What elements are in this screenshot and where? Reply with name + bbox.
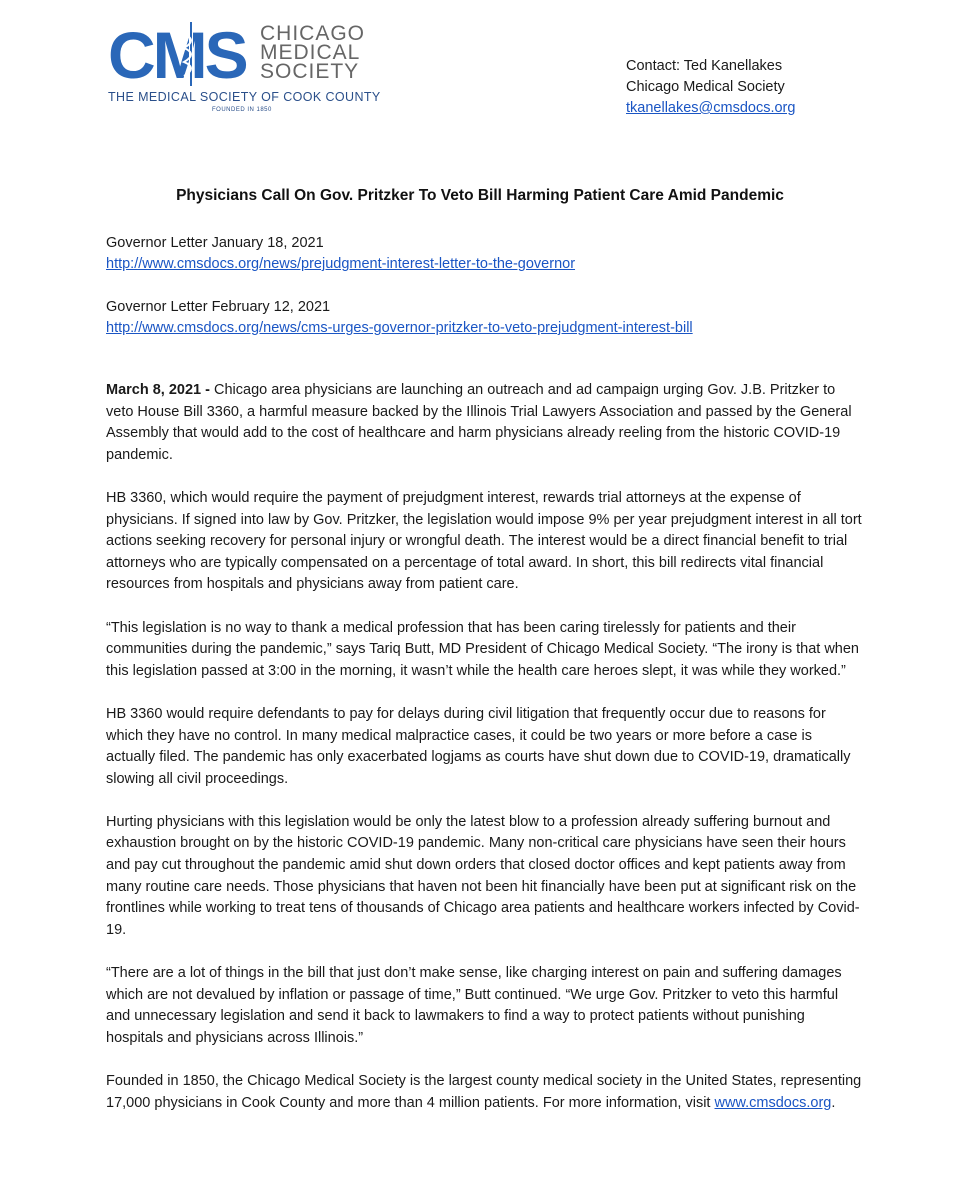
letter-link[interactable]: http://www.cmsdocs.org/news/prejudgment-interest-letter-to-the-governor [106,256,576,272]
letter-link[interactable]: http://www.cmsdocs.org/news/cms-urges-governor-pritzker-to-veto-prejudgment-interest-bill [106,320,693,336]
paragraph-3: “This legislation is no way to thank a medical profession that has been caring tirelessly for patients and their communities during the pandemic,” says Tariq Butt, MD President of Chicago Medical Society. “The irony is that when this legislation passed at 3:00 in the morning, it wasn’t while the health care heroes slept, it was while they worked.” [106,619,859,679]
letter-title: Governor Letter January 18, 2021 [106,235,324,251]
letter-item [106,297,866,339]
website-link[interactable]: www.cmsdocs.org [714,1094,832,1111]
logo-founded: FOUNDED IN 1850 [212,107,272,113]
contact-block [626,56,795,119]
paragraph-4: HB 3360 would require defendants to pay for delays during civil litigation that frequently occur due to reasons for which they have no control. In many medical malpractice cases, it could be two years or more before a case is actually filed. The pandemic has only exacerbated logjams as courts have shut down due to COVID-19, dramatically slowing all civil proceedings. [106,705,851,787]
paragraph-5: Hurting physicians with this legislation would be only the latest blow to a profession already suffering burnout and exhaustion brought on by the historic COVID-19 pandemic. Many non-critical care physicians have seen their hours and pay cut throughout the pandemic amid shut down orders that closed doctor offices and kept patients away from many routine care needs. Those physicians that haven not been hit financially have been put at significant risk on the frontlines while working to treat tens of thousands of Chicago area patients and healthcare workers infected by Covid-19. [106,813,860,938]
paragraph-7-text: Founded in 1850, the Chicago Medical Society is the largest county medical society in the United States, representing 17,000 physicians in Cook County and more than 4 million patients. For more information, visit [106,1073,862,1111]
paragraph-7 [106,1071,864,1114]
letter-title: Governor Letter February 12, 2021 [106,299,331,315]
dateline: March 8, 2021 - [106,382,210,398]
logo-name-line3: SOCIETY [260,60,360,83]
contact-name: Contact: Ted Kanellakes [626,58,783,74]
cms-logo [108,20,370,120]
paragraph-2: HB 3360, which would require the payment of prejudgment interest, rewards trial attorneys at the expense of physicians. If signed into law by Gov. Pritzker, the legislation would impose 9% per year prejudgment interest in all tort actions seeking recovery for personal injury or wrongful death. The interest would be a direct financial benefit to trial attorneys who are typically compensated on a percentage of total award. In short, this bill redirects vital financial resources from hospitals and physicians away from patient care. [106,489,862,593]
contact-email-link[interactable]: tkanellakes@cmsdocs.org [626,100,796,116]
logo-name-line2: MEDICAL [260,41,361,64]
paragraph-1-text: Chicago area physicians are launching an outreach and ad campaign urging Gov. J.B. Pritzker to veto House Bill 3360, a harmful measure backed by the Illinois Trial Lawyers Association and passed by the General Assembly that would add to the cost of healthcare and harm physicians already reeling from the historic COVID-19 pandemic. [106,382,852,463]
paragraph-6: “There are a lot of things in the bill that just don’t make sense, like charging interest on pain and suffering damages which are not devalued by inflation or passage of time,” Butt continued. “We urge Gov. Pritzker to veto this harmful and unnecessary legislation and send it back to lawmakers to find a way to protect patients without punishing hospitals and physicians across Illinois.” [106,965,842,1046]
letter-item [106,233,866,275]
logo-name-line1: CHICAGO [260,22,366,45]
paragraph-1 [106,380,864,466]
article-body [106,380,864,1136]
logo-letters: CMS [108,20,246,90]
paragraph-7-end: . [831,1094,836,1111]
headline: Physicians Call On Gov. Pritzker To Veto Bill Harming Patient Care Amid Pandemic [176,187,784,204]
governor-letters [106,233,866,361]
contact-organization: Chicago Medical Society [626,79,785,95]
logo-tagline: THE MEDICAL SOCIETY OF COOK COUNTY [108,90,381,104]
